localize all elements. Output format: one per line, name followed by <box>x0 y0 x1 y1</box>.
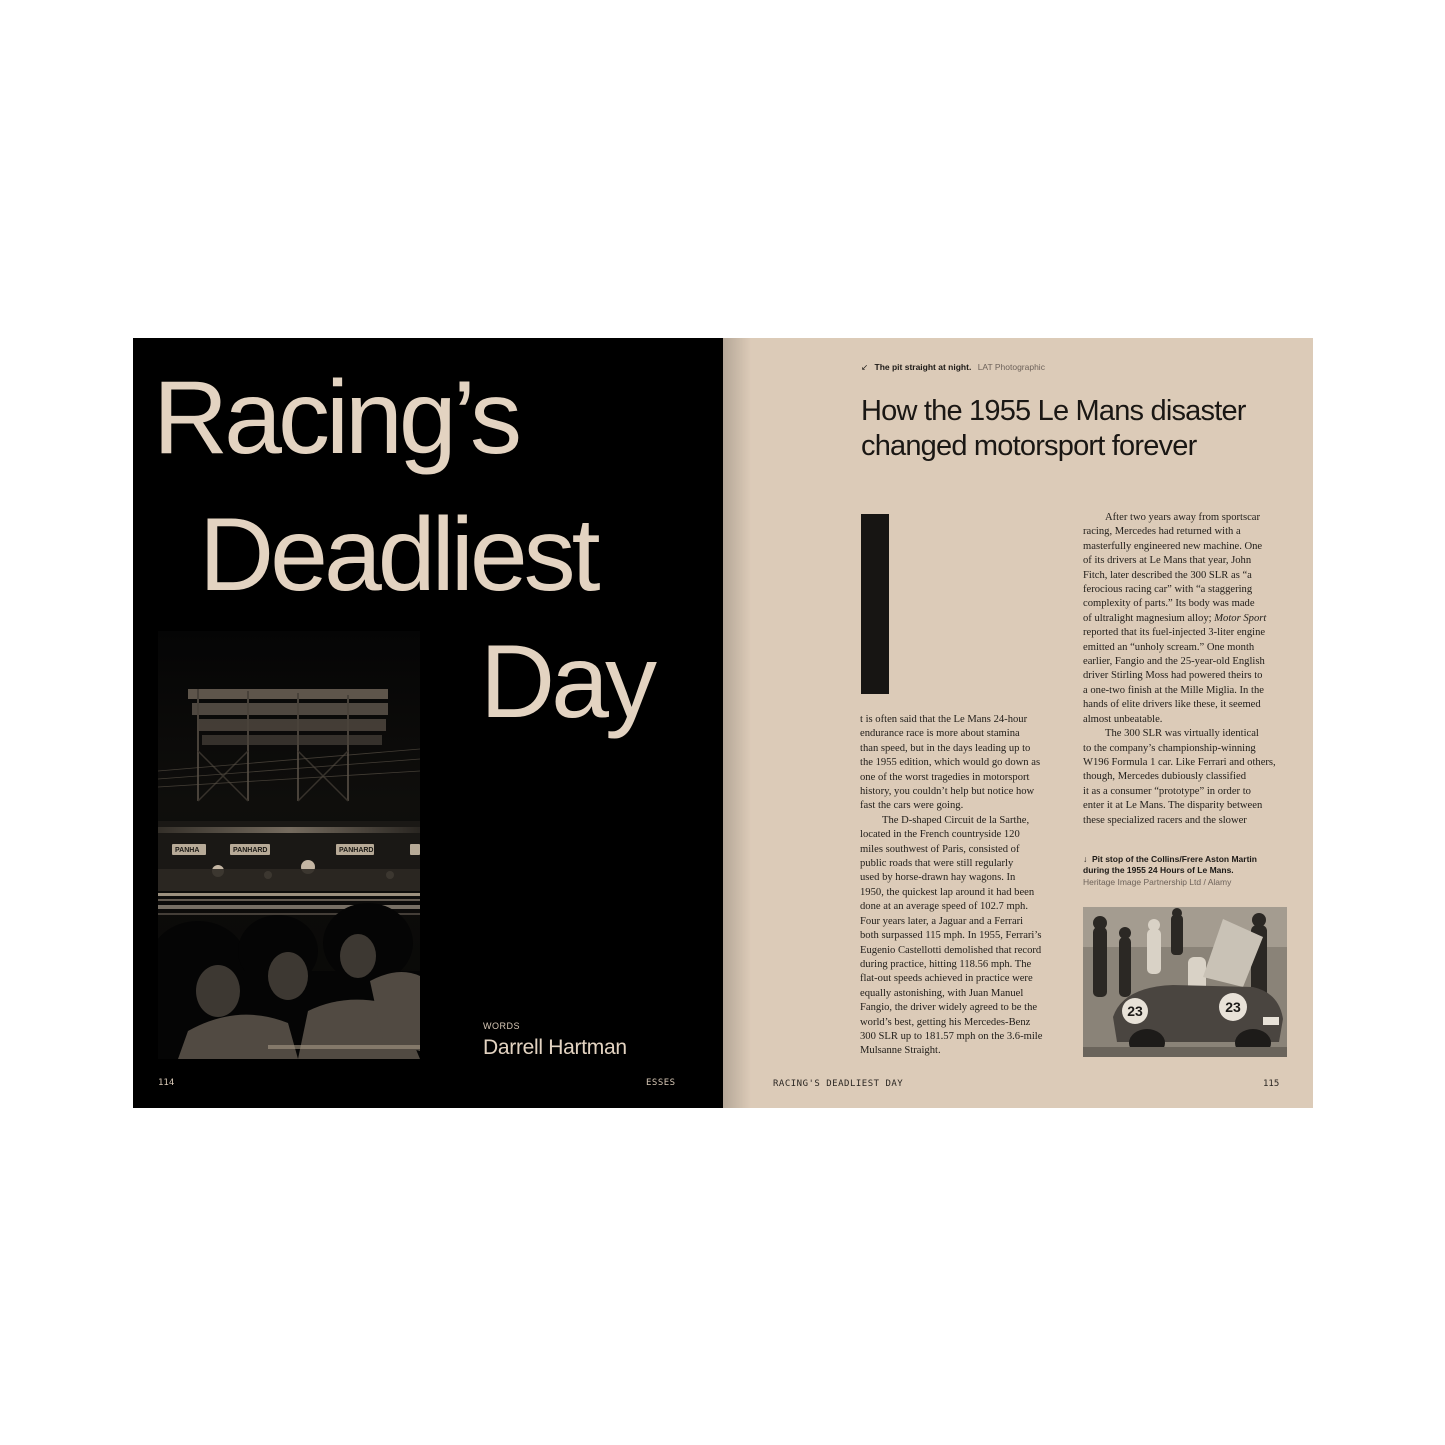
body-line: racing, Mercedes had returned with a <box>1083 526 1241 538</box>
car-number-roundel-2: 23 <box>1225 999 1241 1015</box>
grandstand-night-photo <box>158 631 420 1059</box>
magazine-spread <box>133 338 1313 1108</box>
body-line: than speed, but in the days leading up to <box>860 742 1031 754</box>
body-line: Fangio, the driver widely agreed to be the <box>860 1002 1038 1014</box>
page-number-left: 114 <box>158 1078 175 1088</box>
body-line: 300 SLR up to 181.57 mph on the 3.6-mile <box>860 1030 1043 1042</box>
right-page <box>723 338 1313 1108</box>
caption-credit: Heritage Image Partnership Ltd / Alamy <box>1083 877 1232 887</box>
panhard-sign-2: PANHARD <box>233 847 268 854</box>
body-column-1 <box>860 713 1046 1059</box>
body-line: reported that its fuel-injected 3-liter engine <box>1083 627 1266 639</box>
body-line: during practice, hitting 118.56 mph. The <box>860 958 1032 970</box>
body-line: flat-out speeds achieved in practice were <box>860 973 1033 985</box>
byline-label: WORDS <box>483 1021 520 1031</box>
body-line: world’s best, getting his Mercedes-Benz <box>860 1016 1031 1028</box>
body-line: both surpassed 115 mph. In 1955, Ferrari’s <box>860 930 1042 942</box>
headline-line-3: Day <box>480 624 653 740</box>
headline-line-1: Racing’s <box>153 360 518 476</box>
body-line: masterfully engineered new machine. One <box>1083 540 1263 552</box>
panhard-sign-1: PANHA <box>175 847 200 854</box>
body-line: t is often said that the Le Mans 24-hour <box>860 714 1028 725</box>
body-line: complexity of parts.” Its body was made <box>1083 598 1255 610</box>
body-line: driver Stirling Moss had powered theirs to <box>1083 670 1263 682</box>
pit-stop-caption <box>1083 854 1293 888</box>
body-line: done at an average speed of 102.7 mph. <box>860 901 1028 913</box>
body-line: enter it at Le Mans. The disparity between <box>1083 800 1263 812</box>
body-line: miles southwest of Paris, consisted of <box>860 843 1020 855</box>
top-caption-credit: LAT Photographic <box>977 362 1045 372</box>
caption-line-2: during the 1955 24 Hours of Le Mans. <box>1083 865 1234 875</box>
caption-line-1: Pit stop of the Collins/Frere Aston Martin <box>1091 854 1257 864</box>
body-line: the 1955 edition, which would go down as <box>860 757 1041 769</box>
page-number-right: 115 <box>1263 1079 1280 1089</box>
body-line: endurance race is more about stamina <box>860 728 1020 740</box>
body-line: The 300 SLR was virtually identical <box>1105 728 1259 740</box>
article-deck <box>861 394 1301 464</box>
body-line: Mulsanne Straight. <box>860 1045 941 1057</box>
headline-line-2: Deadliest <box>199 497 597 613</box>
author-name: Darrell Hartman <box>483 1036 627 1059</box>
top-caption-text: The pit straight at night. <box>874 362 972 372</box>
body-column-2 <box>1083 511 1283 828</box>
car-number-roundel-1: 23 <box>1127 1003 1143 1019</box>
body-line: it as a consumer “prototype” in order to <box>1083 785 1251 797</box>
body-line <box>1083 612 1283 626</box>
body-line: to the company’s championship-winning <box>1083 742 1256 754</box>
body-line: history, you couldn’t help but notice how <box>860 786 1035 798</box>
body-line: a one-two finish at the Mille Miglia. In the <box>1083 684 1264 696</box>
body-line: emitted an “unholy scream.” One month <box>1083 641 1255 653</box>
body-line: Fitch, later described the 300 SLR as “a <box>1083 569 1252 581</box>
arrow-down-left-icon: ↙ <box>861 362 869 372</box>
body-line: 1950, the quickest lap around it had been <box>860 886 1035 898</box>
pit-stop-illustration <box>1083 907 1287 1057</box>
running-head: RACING'S DEADLIEST DAY <box>773 1079 904 1089</box>
arrow-down-icon: ↓ <box>1083 854 1088 864</box>
gutter-shadow <box>723 338 751 1108</box>
body-line: After two years away from sportscar <box>1105 512 1261 523</box>
body-line: hands of elite drivers like these, it seemed <box>1083 699 1261 711</box>
body-line: equally astonishing, with Juan Manuel <box>860 987 1024 999</box>
body-line: though, Mercedes dubiously classified <box>1083 771 1246 783</box>
body-line: ferocious racing car” with “a staggering <box>1083 584 1253 596</box>
body-line: Four years later, a Jaguar and a Ferrari <box>860 915 1024 927</box>
body-line: these specialized racers and the slower <box>1083 814 1247 826</box>
body-line: earlier, Fangio and the 25-year-old English <box>1083 656 1265 668</box>
grandstand-night-illustration <box>158 631 420 1059</box>
panhard-sign-3: PANHARD <box>339 847 374 854</box>
section-name: ESSES <box>646 1078 676 1088</box>
publication-name-motor-sport: Motor Sport <box>1214 612 1267 624</box>
drop-cap-letter-i <box>861 514 889 694</box>
top-photo-caption <box>861 362 1045 373</box>
body-line: fast the cars were going. <box>860 800 964 812</box>
body-line: of its drivers at Le Mans that year, John <box>1083 555 1252 567</box>
body-line: public roads that were still regularly <box>860 858 1014 870</box>
deck-line-2: changed motorsport forever <box>861 430 1197 462</box>
body-line: The D-shaped Circuit de la Sarthe, <box>882 814 1030 826</box>
body-line: almost unbeatable. <box>1083 713 1163 725</box>
body-line: Eugenio Castellotti demolished that record <box>860 944 1042 956</box>
aston-martin-pit-stop-photo <box>1083 907 1287 1057</box>
deck-line-1: How the 1955 Le Mans disaster <box>861 395 1246 427</box>
body-line: one of the worst tragedies in motorsport <box>860 771 1030 783</box>
body-text-fragment: of ultralight magnesium alloy; <box>1083 612 1212 624</box>
left-page <box>133 338 723 1108</box>
body-line: W196 Formula 1 car. Like Ferrari and others, <box>1083 756 1276 768</box>
body-line: used by horse-drawn hay wagons. In <box>860 872 1016 884</box>
body-line: located in the French countryside 120 <box>860 829 1020 841</box>
